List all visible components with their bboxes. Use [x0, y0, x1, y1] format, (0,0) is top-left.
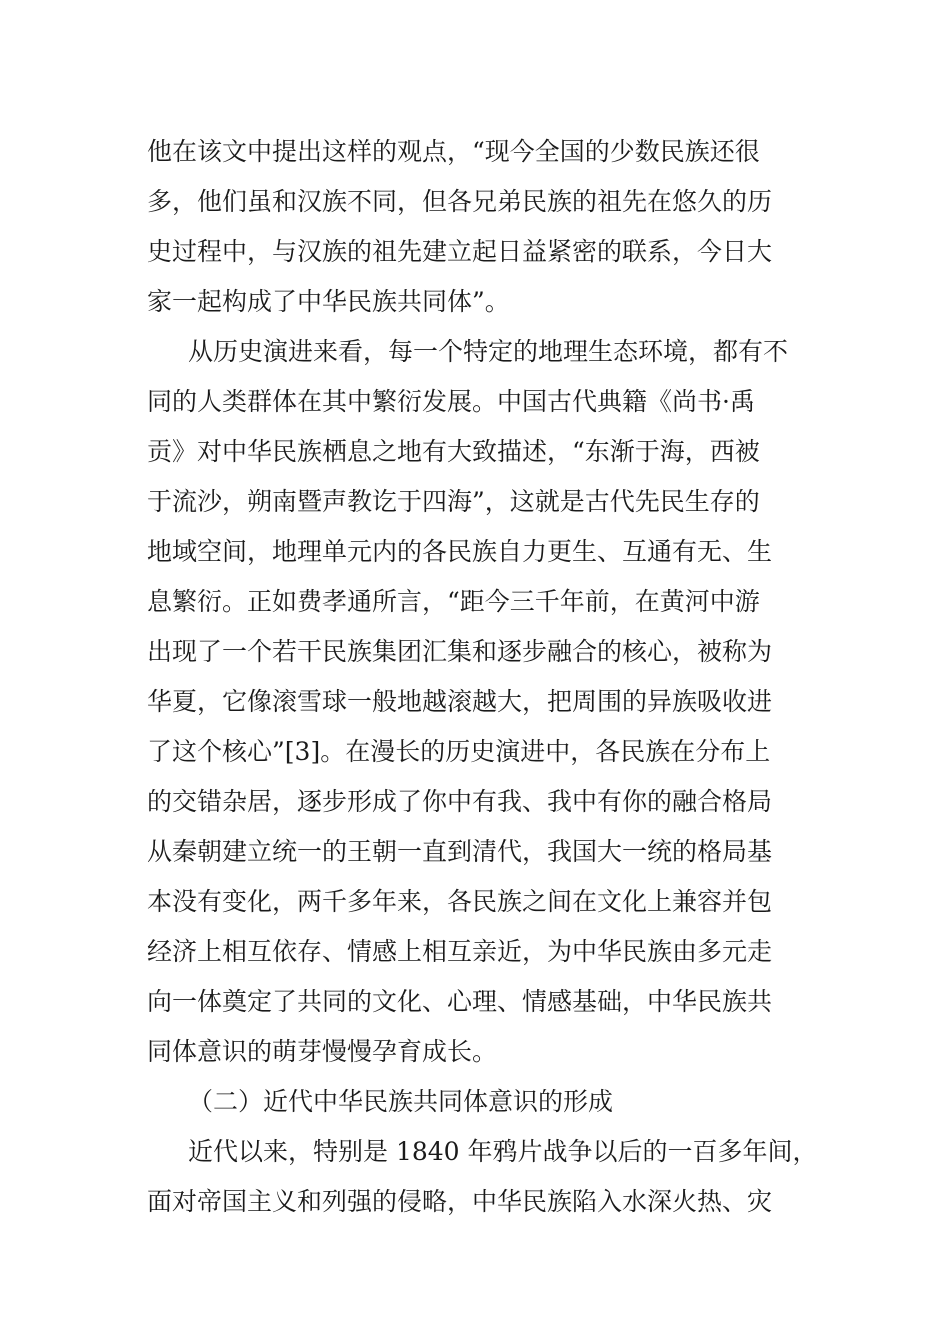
text-line-7: 贡》对中华民族栖息之地有大致描述，“东渐于海，西被: [147, 437, 760, 466]
text-line-4: 家一起构成了中华民族共同体”。: [147, 287, 510, 316]
text-line-11: 出现了一个若干民族集团汇集和逐步融合的核心，被称为: [147, 637, 773, 666]
text-line-17: 经济上相互依存、情感上相互亲近，为中华民族由多元走: [147, 937, 773, 966]
text-line-19: 同体意识的萌芽慢慢孕育成长。: [147, 1037, 498, 1066]
text-line-13: 了这个核心”[3]。在漫长的历史演进中，各民族在分布上: [147, 737, 771, 766]
text-line-5: 从历史演进来看，每一个特定的地理生态环境，都有不: [188, 337, 789, 366]
text-line-15: 从秦朝建立统一的王朝一直到清代，我国大一统的格局基: [147, 837, 773, 866]
text-line-18: 向一体奠定了共同的文化、心理、情感基础，中华民族共: [147, 987, 773, 1016]
text-line-10: 息繁衍。正如费孝通所言，“距今三千年前，在黄河中游: [147, 587, 760, 616]
text-line-3: 史过程中，与汉族的祖先建立起日益紧密的联系，今日大: [147, 237, 773, 266]
text-line-14: 的交错杂居，逐步形成了你中有我、我中有你的融合格局: [147, 787, 773, 816]
text-line-9: 地域空间，地理单元内的各民族自力更生、互通有无、生: [147, 537, 773, 566]
text-line-21: 近代以来，特别是 1840 年鸦片战争以后的一百多年间，: [188, 1137, 818, 1166]
text-line-8: 于流沙，朔南暨声教讫于四海”，这就是古代先民生存的: [147, 487, 760, 516]
text-line-12: 华夏，它像滚雪球一般地越滚越大，把周围的异族吸收进: [147, 687, 773, 716]
text-line-1: 他在该文中提出这样的观点，“现今全国的少数民族还很: [147, 137, 760, 166]
text-line-22: 面对帝国主义和列强的侵略，中华民族陷入水深火热、灾: [147, 1187, 773, 1216]
section-heading: （二）近代中华民族共同体意识的形成: [188, 1087, 614, 1116]
text-line-16: 本没有变化，两千多年来，各民族之间在文化上兼容并包: [147, 887, 773, 916]
text-line-6: 同的人类群体在其中繁衍发展。中国古代典籍《尚书·禹: [147, 387, 755, 416]
text-line-2: 多，他们虽和汉族不同，但各兄弟民族的祖先在悠久的历: [147, 187, 773, 216]
